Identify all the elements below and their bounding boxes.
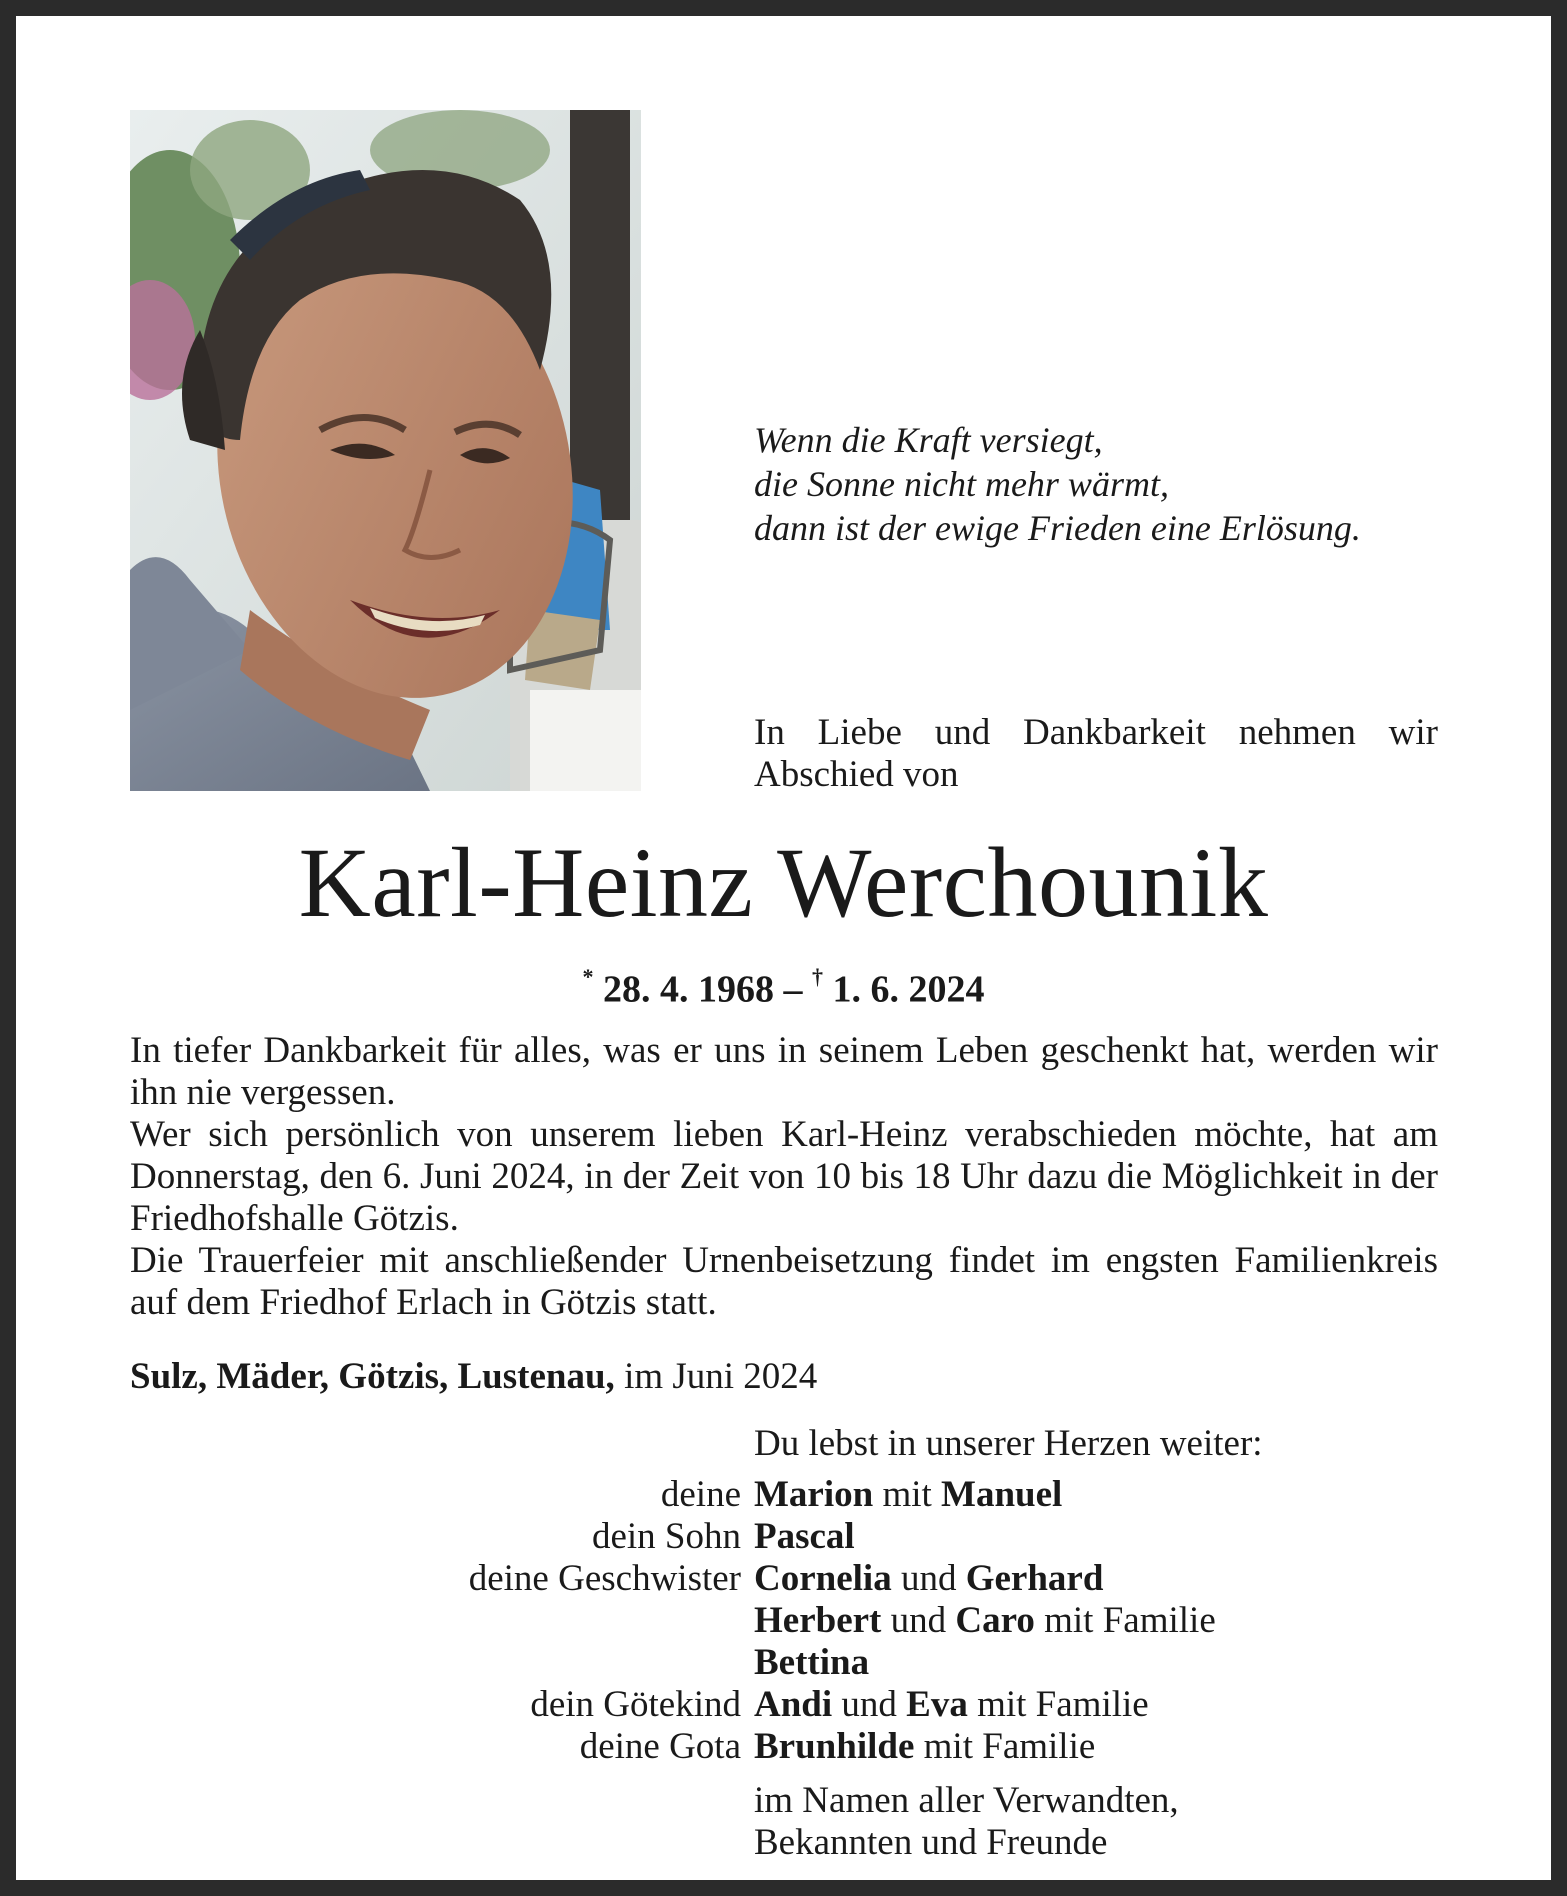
family-list <box>0 1474 1567 1768</box>
family-names <box>754 1642 869 1684</box>
closing-lines <box>754 1780 1179 1864</box>
family-member-name: Caro <box>955 1600 1035 1641</box>
motto-verse <box>754 418 1361 550</box>
birth-symbol: * <box>582 964 594 989</box>
family-member-name: Eva <box>906 1684 968 1725</box>
family-member-name: Marion <box>754 1474 874 1515</box>
family-row <box>0 1726 1567 1768</box>
family-names <box>754 1684 1149 1726</box>
family-row <box>0 1558 1567 1600</box>
portrait-photo <box>130 110 641 791</box>
family-member-name: Gerhard <box>965 1558 1104 1599</box>
closing-line: im Namen aller Verwandten, <box>754 1780 1179 1821</box>
place-towns: Sulz, Mäder, Götzis, Lustenau, <box>130 1356 615 1397</box>
life-dates <box>0 958 1567 1013</box>
intro-text: In Liebe und Dankbarkeit nehmen wir Abschied von <box>754 712 1438 795</box>
family-row <box>0 1474 1567 1516</box>
family-row <box>0 1516 1567 1558</box>
family-row <box>0 1684 1567 1726</box>
motto-line: die Sonne nicht mehr wärmt, <box>754 464 1169 504</box>
family-member-name: Cornelia <box>754 1558 892 1599</box>
body-paragraph: Die Trauerfeier mit anschließender Urnenbeisetzung findet im engsten Familienkreis auf dem Friedhof Erlach in Götzis statt. <box>130 1240 1438 1323</box>
family-relation: deine Geschwister <box>468 1558 741 1599</box>
family-member-name: Brunhilde <box>754 1726 915 1767</box>
family-relation: dein Götekind <box>530 1684 741 1725</box>
family-connector: mit Familie <box>1044 1600 1216 1641</box>
family-connector: und <box>841 1684 897 1725</box>
motto-line: dann ist der ewige Frieden eine Erlösung. <box>754 508 1361 548</box>
obituary-body <box>130 1030 1438 1324</box>
family-connector: und <box>900 1558 957 1599</box>
motto-line: Wenn die Kraft versiegt, <box>754 420 1103 460</box>
family-member-name: Herbert <box>754 1600 882 1641</box>
family-member-name: Manuel <box>941 1474 1063 1515</box>
deceased-name: Karl-Heinz Werchounik <box>298 827 1269 938</box>
family-row <box>0 1600 1567 1642</box>
family-names <box>754 1474 1062 1516</box>
place-and-date <box>130 1355 817 1399</box>
family-member-name: Pascal <box>754 1516 855 1557</box>
death-date: 1. 6. 2024 <box>832 968 985 1011</box>
family-names <box>754 1600 1216 1642</box>
family-relation: deine <box>660 1474 741 1515</box>
family-connector: mit Familie <box>977 1684 1149 1725</box>
family-connector: und <box>890 1600 947 1641</box>
death-symbol: † <box>812 964 823 989</box>
family-member-name: Bettina <box>754 1642 870 1683</box>
farewell-line: Du lebst in unserer Herzen weiter: <box>754 1423 1263 1464</box>
closing-line: Bekannten und Freunde <box>754 1822 1108 1863</box>
family-names <box>754 1558 1103 1600</box>
family-relation: dein Sohn <box>591 1516 741 1557</box>
family-names <box>754 1516 855 1558</box>
date-separator: – <box>783 968 803 1011</box>
body-paragraph: In tiefer Dankbarkeit für alles, was er uns in seinem Leben geschenkt hat, werden wir ihn nie vergessen. <box>130 1030 1438 1113</box>
place-date: im Juni 2024 <box>624 1356 818 1397</box>
family-row <box>0 1642 1567 1684</box>
family-names <box>754 1726 1095 1768</box>
family-member-name: Andi <box>754 1684 833 1725</box>
family-connector: mit Familie <box>923 1726 1096 1767</box>
birth-date: 28. 4. 1968 <box>603 968 774 1011</box>
family-connector: mit <box>882 1474 932 1515</box>
family-relation: deine Gota <box>579 1726 741 1767</box>
body-paragraph: Wer sich persönlich von unserem lieben Karl-Heinz verabschieden möchte, hat am Donnerstag, den 6. Juni 2024, in der Zeit von 10 bis 18 Uhr dazu die Möglichkeit in der Friedhofshalle Götzis. <box>130 1114 1438 1239</box>
